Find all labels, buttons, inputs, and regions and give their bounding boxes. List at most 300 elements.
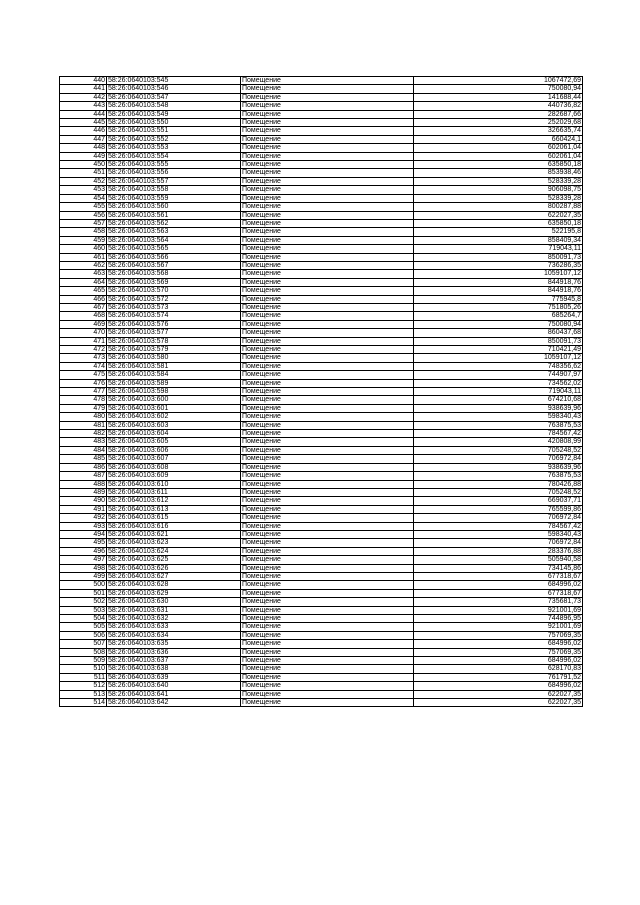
- cadastral-value: 420808,99: [414, 438, 583, 446]
- row-number: 511: [60, 673, 107, 681]
- table-row: [60, 346, 583, 354]
- table-row: [60, 472, 583, 480]
- cadastral-value: 622027,35: [414, 211, 583, 219]
- table-row: [60, 657, 583, 665]
- table-row: [60, 606, 583, 614]
- row-number: 478: [60, 396, 107, 404]
- table-row: [60, 388, 583, 396]
- table-row: [60, 514, 583, 522]
- cadastral-number: 58:26:0640103:553: [107, 144, 241, 152]
- row-number: 513: [60, 690, 107, 698]
- cadastral-number: 58:26:0640103:603: [107, 421, 241, 429]
- cadastral-number: 58:26:0640103:600: [107, 396, 241, 404]
- object-type: Помещение: [241, 270, 414, 278]
- row-number: 489: [60, 488, 107, 496]
- cadastral-number: 58:26:0640103:576: [107, 320, 241, 328]
- row-number: 465: [60, 287, 107, 295]
- cadastral-value: 252029,68: [414, 119, 583, 127]
- cadastral-number: 58:26:0640103:557: [107, 177, 241, 185]
- row-number: 498: [60, 564, 107, 572]
- cadastral-number: 58:26:0640103:607: [107, 455, 241, 463]
- table-row: [60, 430, 583, 438]
- object-type: Помещение: [241, 690, 414, 698]
- cadastral-value: 1059107,12: [414, 354, 583, 362]
- row-number: 494: [60, 530, 107, 538]
- cadastral-value: 635850,18: [414, 219, 583, 227]
- cadastral-number: 58:26:0640103:611: [107, 488, 241, 496]
- cadastral-value: 684996,02: [414, 581, 583, 589]
- row-number: 453: [60, 186, 107, 194]
- cadastral-number: 58:26:0640103:623: [107, 539, 241, 547]
- object-type: Помещение: [241, 640, 414, 648]
- cadastral-number: 58:26:0640103:630: [107, 598, 241, 606]
- row-number: 499: [60, 572, 107, 580]
- cadastral-number: 58:26:0640103:604: [107, 430, 241, 438]
- row-number: 474: [60, 362, 107, 370]
- object-type: Помещение: [241, 665, 414, 673]
- cadastral-number: 58:26:0640103:606: [107, 446, 241, 454]
- row-number: 460: [60, 245, 107, 253]
- cadastral-value: 669037,71: [414, 497, 583, 505]
- cadastral-value: 860437,68: [414, 329, 583, 337]
- table-row: [60, 194, 583, 202]
- cadastral-value: 598340,43: [414, 530, 583, 538]
- cadastral-number: 58:26:0640103:545: [107, 77, 241, 85]
- object-type: Помещение: [241, 606, 414, 614]
- table-row: [60, 615, 583, 623]
- cadastral-value: 528339,28: [414, 194, 583, 202]
- row-number: 462: [60, 261, 107, 269]
- row-number: 476: [60, 379, 107, 387]
- object-type: Помещение: [241, 514, 414, 522]
- cadastral-number: 58:26:0640103:546: [107, 85, 241, 93]
- table-row: [60, 119, 583, 127]
- table-row: [60, 337, 583, 345]
- cadastral-value: 921001,69: [414, 623, 583, 631]
- row-number: 456: [60, 211, 107, 219]
- object-type: Помещение: [241, 699, 414, 707]
- object-type: Помещение: [241, 547, 414, 555]
- row-number: 484: [60, 446, 107, 454]
- cadastral-number: 58:26:0640103:555: [107, 161, 241, 169]
- table-row: [60, 354, 583, 362]
- cadastral-number: 58:26:0640103:633: [107, 623, 241, 631]
- cadastral-number: 58:26:0640103:628: [107, 581, 241, 589]
- row-number: 491: [60, 505, 107, 513]
- row-number: 485: [60, 455, 107, 463]
- object-type: Помещение: [241, 177, 414, 185]
- cadastral-value: 800287,88: [414, 203, 583, 211]
- cadastral-value: 780426,88: [414, 480, 583, 488]
- object-type: Помещение: [241, 152, 414, 160]
- object-type: Помещение: [241, 287, 414, 295]
- cadastral-number: 58:26:0640103:640: [107, 682, 241, 690]
- cadastral-number: 58:26:0640103:601: [107, 404, 241, 412]
- table-row: [60, 77, 583, 85]
- row-number: 440: [60, 77, 107, 85]
- cadastral-value: 628170,83: [414, 665, 583, 673]
- object-type: Помещение: [241, 480, 414, 488]
- cadastral-number: 58:26:0640103:549: [107, 110, 241, 118]
- property-table: [59, 76, 583, 707]
- table-row: [60, 362, 583, 370]
- table-row: [60, 320, 583, 328]
- cadastral-number: 58:26:0640103:626: [107, 564, 241, 572]
- row-number: 479: [60, 404, 107, 412]
- cadastral-number: 58:26:0640103:631: [107, 606, 241, 614]
- cadastral-number: 58:26:0640103:616: [107, 522, 241, 530]
- table-row: [60, 530, 583, 538]
- row-number: 446: [60, 127, 107, 135]
- cadastral-value: 141688,44: [414, 93, 583, 101]
- cadastral-value: 744896,95: [414, 615, 583, 623]
- cadastral-number: 58:26:0640103:552: [107, 135, 241, 143]
- row-number: 471: [60, 337, 107, 345]
- cadastral-number: 58:26:0640103:548: [107, 102, 241, 110]
- table-row: [60, 690, 583, 698]
- table-row: [60, 564, 583, 572]
- row-number: 454: [60, 194, 107, 202]
- cadastral-value: 706972,84: [414, 539, 583, 547]
- row-number: 503: [60, 606, 107, 614]
- object-type: Помещение: [241, 161, 414, 169]
- cadastral-number: 58:26:0640103:637: [107, 657, 241, 665]
- table-row: [60, 682, 583, 690]
- table-row: [60, 329, 583, 337]
- table-row: [60, 261, 583, 269]
- cadastral-number: 58:26:0640103:558: [107, 186, 241, 194]
- row-number: 451: [60, 169, 107, 177]
- row-number: 444: [60, 110, 107, 118]
- object-type: Помещение: [241, 371, 414, 379]
- object-type: Помещение: [241, 463, 414, 471]
- cadastral-value: 748356,62: [414, 362, 583, 370]
- table-row: [60, 396, 583, 404]
- table-row: [60, 648, 583, 656]
- object-type: Помещение: [241, 556, 414, 564]
- cadastral-number: 58:26:0640103:564: [107, 236, 241, 244]
- cadastral-number: 58:26:0640103:560: [107, 203, 241, 211]
- object-type: Помещение: [241, 110, 414, 118]
- cadastral-number: 58:26:0640103:602: [107, 413, 241, 421]
- row-number: 488: [60, 480, 107, 488]
- table-row: [60, 547, 583, 555]
- cadastral-number: 58:26:0640103:605: [107, 438, 241, 446]
- object-type: Помещение: [241, 682, 414, 690]
- table-row: [60, 278, 583, 286]
- table-row: [60, 236, 583, 244]
- cadastral-number: 58:26:0640103:551: [107, 127, 241, 135]
- object-type: Помещение: [241, 572, 414, 580]
- object-type: Помещение: [241, 598, 414, 606]
- table-row: [60, 211, 583, 219]
- cadastral-value: 757069,35: [414, 631, 583, 639]
- row-number: 450: [60, 161, 107, 169]
- cadastral-number: 58:26:0640103:566: [107, 253, 241, 261]
- row-number: 483: [60, 438, 107, 446]
- row-number: 459: [60, 236, 107, 244]
- row-number: 445: [60, 119, 107, 127]
- cadastral-number: 58:26:0640103:613: [107, 505, 241, 513]
- row-number: 475: [60, 371, 107, 379]
- table-row: [60, 186, 583, 194]
- row-number: 490: [60, 497, 107, 505]
- object-type: Помещение: [241, 657, 414, 665]
- cadastral-number: 58:26:0640103:638: [107, 665, 241, 673]
- cadastral-number: 58:26:0640103:589: [107, 379, 241, 387]
- cadastral-value: 602061,04: [414, 144, 583, 152]
- table-body: [60, 77, 583, 707]
- object-type: Помещение: [241, 530, 414, 538]
- cadastral-value: 775945,8: [414, 295, 583, 303]
- object-type: Помещение: [241, 278, 414, 286]
- object-type: Помещение: [241, 119, 414, 127]
- cadastral-value: 844918,76: [414, 287, 583, 295]
- cadastral-number: 58:26:0640103:577: [107, 329, 241, 337]
- cadastral-number: 58:26:0640103:612: [107, 497, 241, 505]
- cadastral-value: 706972,84: [414, 455, 583, 463]
- cadastral-number: 58:26:0640103:550: [107, 119, 241, 127]
- cadastral-number: 58:26:0640103:567: [107, 261, 241, 269]
- object-type: Помещение: [241, 404, 414, 412]
- table-row: [60, 219, 583, 227]
- cadastral-value: 734562,02: [414, 379, 583, 387]
- cadastral-value: 528339,28: [414, 177, 583, 185]
- cadastral-number: 58:26:0640103:580: [107, 354, 241, 362]
- row-number: 442: [60, 93, 107, 101]
- cadastral-number: 58:26:0640103:559: [107, 194, 241, 202]
- cadastral-value: 734145,86: [414, 564, 583, 572]
- cadastral-value: 674210,68: [414, 396, 583, 404]
- table-row: [60, 556, 583, 564]
- row-number: 472: [60, 346, 107, 354]
- row-number: 470: [60, 329, 107, 337]
- cadastral-number: 58:26:0640103:634: [107, 631, 241, 639]
- cadastral-value: 622027,35: [414, 690, 583, 698]
- row-number: 452: [60, 177, 107, 185]
- object-type: Помещение: [241, 564, 414, 572]
- table-row: [60, 581, 583, 589]
- cadastral-value: 858409,34: [414, 236, 583, 244]
- cadastral-value: 705248,52: [414, 446, 583, 454]
- table-row: [60, 93, 583, 101]
- row-number: 482: [60, 430, 107, 438]
- object-type: Помещение: [241, 623, 414, 631]
- cadastral-number: 58:26:0640103:561: [107, 211, 241, 219]
- object-type: Помещение: [241, 648, 414, 656]
- cadastral-value: 784567,42: [414, 522, 583, 530]
- cadastral-number: 58:26:0640103:621: [107, 530, 241, 538]
- object-type: Помещение: [241, 194, 414, 202]
- cadastral-value: 1067472,69: [414, 77, 583, 85]
- table-row: [60, 177, 583, 185]
- row-number: 457: [60, 219, 107, 227]
- table-row: [60, 673, 583, 681]
- cadastral-value: 763875,53: [414, 472, 583, 480]
- table-row: [60, 135, 583, 143]
- cadastral-value: 602061,04: [414, 152, 583, 160]
- cadastral-value: 505940,58: [414, 556, 583, 564]
- cadastral-number: 58:26:0640103:568: [107, 270, 241, 278]
- object-type: Помещение: [241, 396, 414, 404]
- row-number: 441: [60, 85, 107, 93]
- table-row: [60, 598, 583, 606]
- cadastral-value: 684996,02: [414, 682, 583, 690]
- cadastral-number: 58:26:0640103:629: [107, 589, 241, 597]
- object-type: Помещение: [241, 446, 414, 454]
- cadastral-value: 719043,11: [414, 245, 583, 253]
- object-type: Помещение: [241, 261, 414, 269]
- table-row: [60, 161, 583, 169]
- object-type: Помещение: [241, 303, 414, 311]
- row-number: 466: [60, 295, 107, 303]
- object-type: Помещение: [241, 421, 414, 429]
- cadastral-value: 622027,35: [414, 699, 583, 707]
- table-row: [60, 421, 583, 429]
- table-row: [60, 631, 583, 639]
- cadastral-number: 58:26:0640103:573: [107, 303, 241, 311]
- cadastral-number: 58:26:0640103:578: [107, 337, 241, 345]
- cadastral-value: 660424,1: [414, 135, 583, 143]
- table-row: [60, 446, 583, 454]
- table-row: [60, 623, 583, 631]
- table-row: [60, 245, 583, 253]
- object-type: Помещение: [241, 329, 414, 337]
- cadastral-value: 283376,88: [414, 547, 583, 555]
- object-type: Помещение: [241, 522, 414, 530]
- cadastral-number: 58:26:0640103:579: [107, 346, 241, 354]
- row-number: 502: [60, 598, 107, 606]
- table-row: [60, 152, 583, 160]
- cadastral-value: 684996,02: [414, 640, 583, 648]
- cadastral-value: 853938,46: [414, 169, 583, 177]
- cadastral-value: 677318,67: [414, 572, 583, 580]
- object-type: Помещение: [241, 295, 414, 303]
- cadastral-value: 598340,43: [414, 413, 583, 421]
- cadastral-value: 763875,53: [414, 421, 583, 429]
- cadastral-number: 58:26:0640103:639: [107, 673, 241, 681]
- cadastral-value: 735681,73: [414, 598, 583, 606]
- cadastral-value: 761791,52: [414, 673, 583, 681]
- row-number: 509: [60, 657, 107, 665]
- cadastral-value: 706972,84: [414, 514, 583, 522]
- row-number: 449: [60, 152, 107, 160]
- table-row: [60, 253, 583, 261]
- cadastral-number: 58:26:0640103:562: [107, 219, 241, 227]
- cadastral-number: 58:26:0640103:554: [107, 152, 241, 160]
- object-type: Помещение: [241, 186, 414, 194]
- table-row: [60, 522, 583, 530]
- cadastral-value: 677318,67: [414, 589, 583, 597]
- cadastral-value: 440736,82: [414, 102, 583, 110]
- cadastral-number: 58:26:0640103:570: [107, 287, 241, 295]
- table-row: [60, 371, 583, 379]
- table-row: [60, 505, 583, 513]
- table-row: [60, 270, 583, 278]
- cadastral-value: 710421,49: [414, 346, 583, 354]
- cadastral-number: 58:26:0640103:642: [107, 699, 241, 707]
- cadastral-value: 757069,35: [414, 648, 583, 656]
- row-number: 469: [60, 320, 107, 328]
- row-number: 508: [60, 648, 107, 656]
- table-row: [60, 169, 583, 177]
- object-type: Помещение: [241, 472, 414, 480]
- row-number: 497: [60, 556, 107, 564]
- object-type: Помещение: [241, 93, 414, 101]
- row-number: 505: [60, 623, 107, 631]
- table-row: [60, 572, 583, 580]
- object-type: Помещение: [241, 505, 414, 513]
- row-number: 458: [60, 228, 107, 236]
- object-type: Помещение: [241, 346, 414, 354]
- cadastral-value: 921001,69: [414, 606, 583, 614]
- object-type: Помещение: [241, 77, 414, 85]
- row-number: 447: [60, 135, 107, 143]
- object-type: Помещение: [241, 85, 414, 93]
- row-number: 448: [60, 144, 107, 152]
- table-row: [60, 287, 583, 295]
- object-type: Помещение: [241, 388, 414, 396]
- cadastral-value: 522195,8: [414, 228, 583, 236]
- table-row: [60, 102, 583, 110]
- table-row: [60, 665, 583, 673]
- table-row: [60, 144, 583, 152]
- cadastral-value: 1059107,12: [414, 270, 583, 278]
- object-type: Помещение: [241, 413, 414, 421]
- cadastral-number: 58:26:0640103:565: [107, 245, 241, 253]
- row-number: 464: [60, 278, 107, 286]
- table-row: [60, 497, 583, 505]
- row-number: 463: [60, 270, 107, 278]
- object-type: Помещение: [241, 144, 414, 152]
- row-number: 493: [60, 522, 107, 530]
- row-number: 514: [60, 699, 107, 707]
- row-number: 473: [60, 354, 107, 362]
- object-type: Помещение: [241, 102, 414, 110]
- cadastral-number: 58:26:0640103:569: [107, 278, 241, 286]
- object-type: Помещение: [241, 438, 414, 446]
- table-row: [60, 303, 583, 311]
- object-type: Помещение: [241, 354, 414, 362]
- cadastral-value: 750080,94: [414, 320, 583, 328]
- row-number: 495: [60, 539, 107, 547]
- object-type: Помещение: [241, 337, 414, 345]
- object-type: Помещение: [241, 539, 414, 547]
- cadastral-value: 744907,97: [414, 371, 583, 379]
- cadastral-number: 58:26:0640103:635: [107, 640, 241, 648]
- cadastral-number: 58:26:0640103:572: [107, 295, 241, 303]
- cadastral-value: 736286,35: [414, 261, 583, 269]
- cadastral-value: 635850,18: [414, 161, 583, 169]
- cadastral-number: 58:26:0640103:636: [107, 648, 241, 656]
- cadastral-value: 719043,11: [414, 388, 583, 396]
- table-row: [60, 480, 583, 488]
- object-type: Помещение: [241, 488, 414, 496]
- cadastral-value: 784567,42: [414, 430, 583, 438]
- table-row: [60, 539, 583, 547]
- object-type: Помещение: [241, 320, 414, 328]
- object-type: Помещение: [241, 203, 414, 211]
- cadastral-value: 684996,02: [414, 657, 583, 665]
- cadastral-value: 765599,86: [414, 505, 583, 513]
- object-type: Помещение: [241, 615, 414, 623]
- row-number: 507: [60, 640, 107, 648]
- row-number: 510: [60, 665, 107, 673]
- object-type: Помещение: [241, 253, 414, 261]
- object-type: Помещение: [241, 228, 414, 236]
- cadastral-number: 58:26:0640103:556: [107, 169, 241, 177]
- row-number: 496: [60, 547, 107, 555]
